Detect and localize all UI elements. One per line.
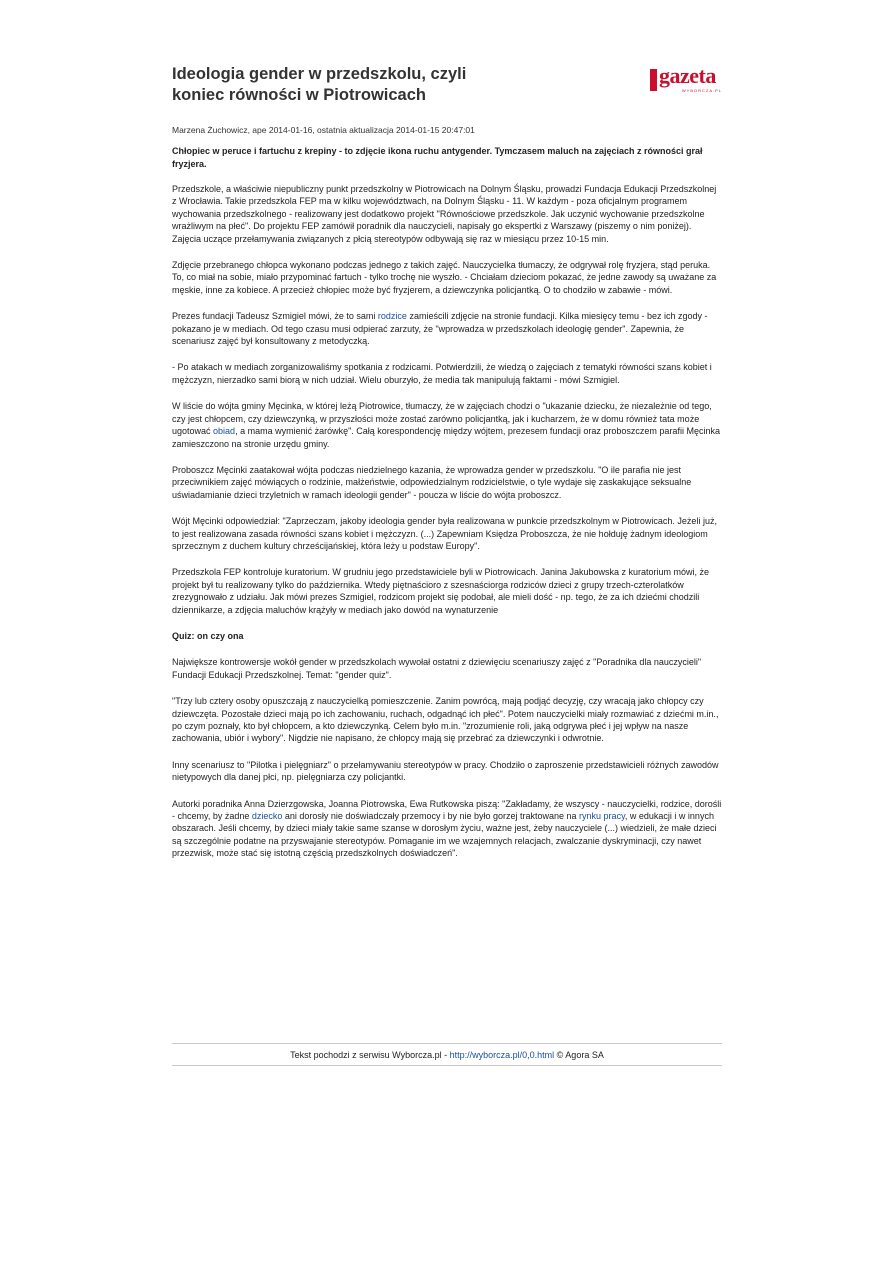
gazeta-logo[interactable]: [650, 63, 722, 93]
paragraph-3: Prezes fundacji Tadeusz Szmigiel mówi, że to sami rodzice zamieścili zdjęcie na stronie fundacji. Kilka miesięcy temu - bez ich zgody - pokazano je w mediach. Od tego czasu musi odpierać zarzuty, że "wprowadza w przedszkolach ideologię gender". Zapewnia, że scenariusz zajęć był konsultowany z metodyczką.: [172, 311, 708, 347]
paragraph-1: Przedszkole, a właściwie niepubliczny punkt przedszkolny w Piotrowicach na Dolnym Śląsku, prowadzi Fundacja Edukacji Przedszkolnej z Wrocławia. Takie przedszkola FEP ma w kilku województwach, na Dolnym Śląsku - 11. W każdym - poza oficjalnym programem wychowania przedszkolnego - realizowany jest dodatkowo projekt "Równościowe przedszkole. Jak uczynić wychowanie przedszkolne wrażliwym na płeć". Do projektu FEP zamówił poradnik dla nauczycieli, napisały go ekspertki z Warszawy (piszemy o nim poniżej). Zajęcia uczące przełamywania związanych z płcią stereotypów odbywają się raz w miesiącu przez 10-15 min.: [172, 184, 717, 244]
paragraph-4: - Po atakach w mediach zorganizowaliśmy spotkania z rodzicami. Potwierdzili, że wiedzą o zajęciach z tematyki równości szans kobiet i mężczyzn, nierzadko sami biorą w nich udział. Wielu oburzyło, że media tak manipulują faktami - mówi Szmigiel.: [172, 362, 712, 385]
footer-link[interactable]: http://wyborcza.pl/0,0.html: [449, 1050, 555, 1060]
article-body: [172, 183, 722, 860]
paragraph-5: W liście do wójta gminy Męcinka, w której leżą Piotrowice, tłumaczy, że w zajęciach chodzi o "ukazanie dziecku, że niezależnie od tego, czy jest chłopcem, czy dziewczynką, w przyszłości może zostać zarówno policjantką, jak i kucharzem, że w domu również tata może ugotować obiad, a mama wymienić żarówkę". Całą korespondencję między wójtem, prezesem fundacji oraz proboszczem parafii Męcinka zamieszczono na stronie urzędu gminy.: [172, 401, 720, 449]
paragraph-8: Przedszkola FEP kontroluje kuratorium. W grudniu jego przedstawiciele byli w Piotrowicach. Janina Jakubowska z kuratorium mówi, że projekt był tu realizowany tylko do października. Wtedy piętnaścioro z szesnaściorga rodziców dzieci z grupy trzech-czterolatków zrezygnowało z udziału. Jak mówi prezes Szmigiel, rodzicom projekt się podobał, ale mieli dość - np. tego, że za ich dziećmi chodzili dziennikarze, a zdjęcia maluchów krążyły w mediach jako dowód na wynaturzenie: [172, 567, 710, 615]
logo-sub: WYBORCZA.PL: [681, 88, 722, 93]
paragraph-2: Zdjęcie przebranego chłopca wykonano podczas jednego z takich zajęć. Nauczycielka tłumaczy, że odgrywał rolę fryzjera, stąd peruka. To, co miał na sobie, miało przypominać fartuch - tylko trochę nie wyszło. - Chciałam dzieciom pokazać, że jedne zawody są uważane za męskie, inne za kobiece. A przecież chłopiec może być fryzjerem, a dziewczynka policjantką. O to chodziło w zabawie - mówi.: [172, 260, 717, 295]
paragraph-9: Największe kontrowersje wokół gender w przedszkolach wywołał ostatni z dziewięciu scenariuszy zajęć z "Poradnika dla nauczycieli" Fundacji Edukacji Przedszkolnej. Temat: "gender quiz".: [172, 657, 702, 680]
paragraph-12: Autorki poradnika Anna Dzierzgowska, Joanna Piotrowska, Ewa Rutkowska piszą: "Zakładamy, że wszyscy - nauczycielki, rodzice, dorośli - chcemy, by żadne dziecko ani dorosły nie doświadczały przemocy i by nie było gorzej traktowane na rynku pracy, w edukacji i w innych obszarach. Jeśli chcemy, by dzieci miały takie same szanse w dorosłym życiu, ważne jest, żeby nauczyciele (...) wiedzieli, że małe dzieci są szczególnie podatne na przyswajanie stereotypów. Pomaganie im we wzajemnych relacjach, zwalczanie dyskryminacji, czy nawet przezwisk, może stać się istotną częścią przedszkolnych doświadczeń".: [172, 798, 722, 859]
article-title: [172, 64, 552, 106]
paragraph-7: Wójt Męcinki odpowiedział: "Zaprzeczam, jakoby ideologia gender była realizowana w punkcie przedszkolnym w Piotrowicach. Jeżeli już, to jest realizowana zasada równości szans kobiet i mężczyzn. (...) Zapewniam Księdza Proboszcza, że nie hołduję żadnym ideologiom sprzecznym z duchem kultury chrześcijańskiej, która leży u podstaw Europy".: [172, 516, 717, 551]
link-rodzice[interactable]: rodzice: [377, 311, 407, 322]
logo-bar: [650, 69, 657, 91]
article-header: [172, 64, 722, 110]
footer-text: Tekst pochodzi z serwisu Wyborcza.pl - http://wyborcza.pl/0,0.html © Agora SA: [290, 1050, 604, 1060]
page-footer: [172, 1043, 722, 1066]
link-obiad[interactable]: obiad: [213, 426, 236, 437]
paragraph-11: Inny scenariusz to "Pilotka i pielęgniarz" o przełamywaniu stereotypów w pracy. Chodziło o zaproszenie przedstawicieli różnych zawodów nietypowych dla danej płci, np. pielęgniarza czy policjantki.: [172, 759, 719, 783]
title-line-1: Ideologia gender w przedszkolu, czyli: [172, 65, 467, 83]
section-subhead: Quiz: on czy ona: [172, 630, 244, 641]
article: [172, 64, 722, 860]
logo-word: gazeta: [659, 63, 716, 88]
title-line-2: koniec równości w Piotrowicach: [172, 86, 426, 104]
footer-rule-bottom: [172, 1065, 722, 1066]
link-rynku-pracy[interactable]: rynku pracy: [579, 811, 625, 822]
article-lead: Chłopiec w peruce i fartuchu z krepiny - to zdjęcie ikona ruchu antygender. Tymczasem maluch na zajęciach z równości grał fryzjera.: [172, 146, 703, 169]
link-dziecko[interactable]: dziecko: [251, 811, 283, 822]
paragraph-10: "Trzy lub cztery osoby opuszczają z nauczycielką pomieszczenie. Zanim powrócą, mają podjąć decyzję, czy wracają jako chłopcy czy dziewczęta. Pozostałe dzieci mają po ich zachowaniu, ruchach, odgadnąć ich płeć". Potem nauczycielki miały rozmawiać z dziećmi m.in., po czym poznały, kto był chłopcem, a kto dziewczynką. Celem było m.in. "zrozumienie roli, jaką odgrywa płeć i jej wpływ na nasze zachowania, ubiór i wybory". Nigdzie nie napisano, że chłopcy mają się przebrać za dziewczynki i odwrotnie.: [172, 696, 719, 744]
article-meta: Marzena Żuchowicz, ape 2014-01-16, ostatnia aktualizacja 2014-01-15 20:47:01: [172, 125, 475, 135]
paragraph-6: Proboszcz Męcinki zaatakował wójta podczas niedzielnego kazania, że wprowadza gender w przedszkolu. "O ile parafia nie jest przeciwnikiem zajęć mówiących o rodzinie, małżeństwie, odpowiedzialnym rodzicielstwie, o tyle wydaje się zaskakujące seksualne uświadamianie dzieci trzyletnich w ramach ideologii gender" - poucza w liście do wójta proboszcz.: [172, 464, 692, 500]
